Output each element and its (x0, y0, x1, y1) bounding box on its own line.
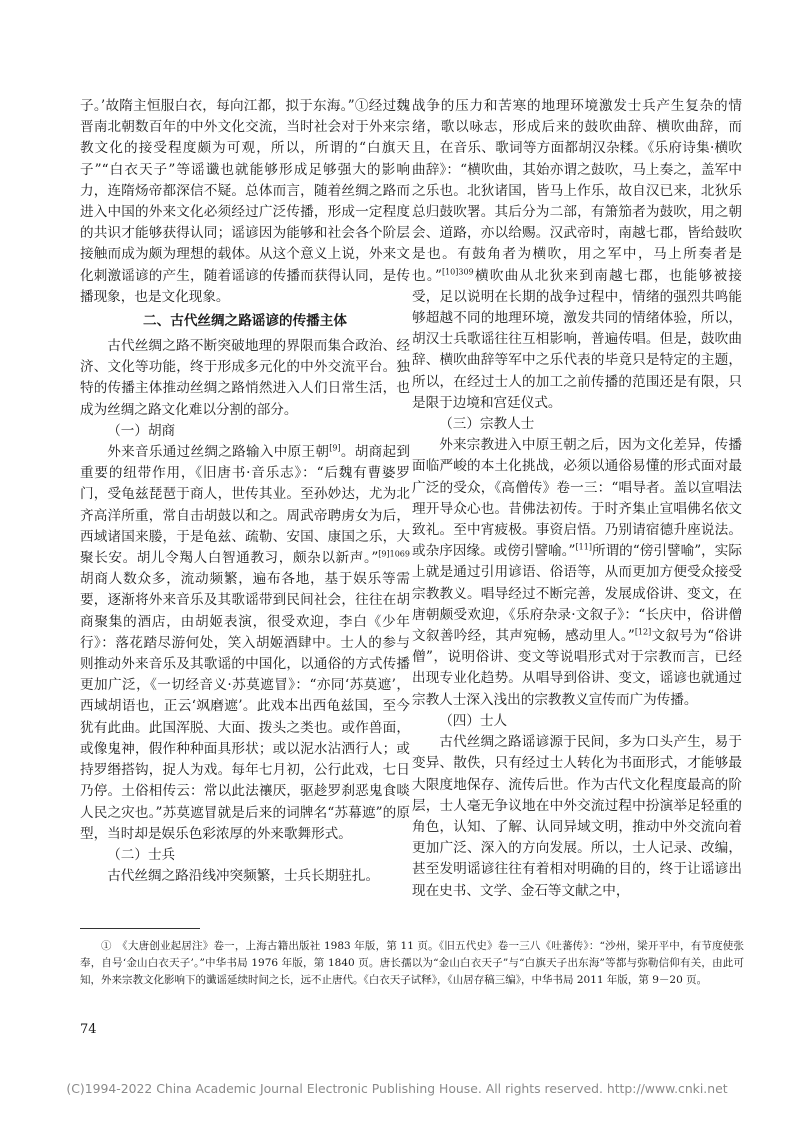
paragraph (80, 442, 410, 845)
citation-ref: [10]309 (441, 267, 474, 277)
paragraph: 古代丝绸之路谣谚源于民间，多为口头产生，易于变异、散佚，只有经过士人转化为书面形式，才能够最大限度地保存、流传后世。作为古代文化程度最高的阶层，士人毫无争议地在中外交流过程中扮演举足轻重的角色，认知、了解、认同异域文明，推动中外交流向着更加广泛、深入的方向发展。所以，士人记录、改编，甚至发明谣谚往往有着相对明确的目的，终于让谣谚出现在史书、文学、金石等文献之中， (412, 734, 742, 899)
left-column (80, 96, 410, 887)
text-run: 所谓的“傍引譬喻”，实际上就是通过引用谚语、俗语等，从而更加方便受众接受宗教教义。唱导经过不断完善，发展成俗讲、变文，在唐朝颇受欢迎，《乐府杂录·文叙子》：“长庆中，俗讲僧文叙善吟经，其声宛畅，感动里人。” (412, 543, 742, 645)
subsection-heading-hushang: （一）胡商 (107, 422, 176, 439)
text-run: 战争的压力和苦寒的地理环境激发士兵产生复杂的情绪，歌以咏志，形成后来的鼓吹曲辞、横吹曲辞，而且，在音乐、歌词等方面都胡汉杂糅。《乐府诗集·横吹曲辞》：“横吹曲，其始亦谓之鼓吹，马上奏之，盖军中之乐也。北狄诸国，皆马上作乐，故自汉已来，北狄乐总归鼓吹署。其后分为二部，有箫笳者为鼓吹，用之朝会、道路，亦以给赐。汉武帝时，南越七郡，皆给鼓吹是也。有鼓角者为横吹，用之军中，马上所奏者是也。” (412, 98, 742, 284)
text-run: 胡商人数众多，流动频繁，遍布各地，基于娱乐等需要，逐渐将外来音乐及其歌谣带到民间社会，往往在胡商聚集的酒店，由胡姬表演，很受欢迎，李白《少年行》：落花踏尽游何处，笑入胡姬酒肆中。士人的参与则推动外来音乐及其歌谣的中国化，以通俗的方式传播更加广泛，《一切经音义·苏莫遮冒》：“亦同‘苏莫遮’，西域胡语也，正云‘飒磨遮’。此戏本出西龟兹国，至今犹有此曲。此国浑脱、大面、拨头之类也。或作兽面，或像鬼神，假作种种面具形状；或以泥水沾洒行人；或持罗缗搭钩，捉人为戏。每年七月初，公行此戏，七日乃停。土俗相传云：常以此法禳厌，驱趁罗刹恶鬼食啖人民之灾也。”苏莫遮冒就是后来的词牌名“苏幕遮”的原型，当时却是娱乐色彩浓厚的外来歌舞形式。 (80, 571, 410, 842)
copyright-notice: (C)1994-2022 China Academic Journal Electronic Publishing House. All rights reserved. http://www.cnki.net (66, 1081, 728, 1096)
citation-ref: [12] (634, 627, 652, 637)
citation-ref: [11] (575, 542, 592, 552)
page-number: 74 (80, 1022, 97, 1037)
paragraph (412, 435, 742, 711)
paragraph: 古代丝绸之路不断突破地理的界限而集合政治、经济、文化等功能，终于形成多元化的中外交流平台。独特的传播主体推动丝绸之路悄然进入人们日常生活，也成为丝绸之路文化难以分割的部分。 (80, 338, 410, 418)
footnote-divider (80, 928, 200, 929)
subsection-heading-shibing: （二）士兵 (107, 846, 176, 863)
footnote: ① 《大唐创业起居注》卷一，上海古籍出版社 1983 年版，第 11 页。《旧五代史》卷一三八《吐蕃传》：“沙州，梁开平中，有节度使张奉，自号‘金山白衣天子’。”中华书局 1976 年版，第 1840 页。唐长孺以为“金山白衣天子”与“白旗天子出东海”等都与弥勒信仰有关，由此可知，外来宗教文化影响下的谶谣延续时间之长，远不止唐代。《白衣天子试释》，《山居存稿三编》，中华书局 2011 年版，第 9－20 页。 (80, 940, 744, 986)
citation-ref: [9]1069 (378, 549, 410, 559)
text-run: 横吹曲从北狄来到南越七郡，也能够被接受，足以说明在长期的战争过程中，情绪的强烈共鸣能够超越不同的地理环境，激发共同的情绪体验，所以，胡汉士兵歌谣往往互相影响，普遍传唱。但是，鼓吹曲辞、横吹曲辞等军中之乐代表的毕竟只是特定的主题，所以，在经过士人的加工之前传播的范围还是有限，只是限于边境和宫廷仪式。 (412, 267, 742, 411)
text-run: 外来音乐通过丝绸之路输入中原王朝 (107, 444, 330, 461)
citation-ref: [9] (329, 443, 341, 453)
subsection-heading-zongjiao: （三）宗教人士 (439, 416, 535, 433)
paragraph (412, 96, 742, 414)
paragraph: 古代丝绸之路沿线冲突频繁，士兵长期驻扎。 (107, 868, 380, 885)
section-title: 二、古代丝绸之路谣谚的传播主体 (143, 313, 347, 330)
paragraph: 子。’故隋主恒服白衣，每向江都，拟于东海。”①经过魏晋南北朝数百年的中外文化交流，当时社会对于外来宗教文化的接受程度颇为可观，所以，所谓的“白旗天子”“白衣天子”等谣谶也就能够形成足够强大的影响力，连隋炀帝都深信不疑。总体而言，随着丝绸之路而进入中国的外来文化必须经过广泛传播，形成一定程度的共识才能够获得认同；谣谚因为能够和社会各个阶层接触而成为颇为理想的载体。从这个意义上说，外来文化刺激谣谚的产生，随着谣谚的传播而获得认同，是传播现象，也是文化现象。 (80, 98, 410, 305)
text-run: 外来宗教进入中原王朝之后，因为文化差异，传播面临严峻的本土化挑战，必须以通俗易懂的形式面对最广泛的受众，《高僧传》卷一三：“唱导者。盖以宣唱法理开导众心也。昔佛法初传。于时齐集止宣唱佛名依文致礼。至中宵疲极。事资启悟。乃别请宿德升座说法。或杂序因缘。或傍引譬喻。” (412, 437, 742, 560)
right-column (412, 96, 742, 902)
subsection-heading-shiren: （四）士人 (439, 712, 508, 729)
text-run: 文叙号为“俗讲僧”，说明俗讲、变文等说唱形式对于宗教而言，已经出现专业化趋势。从唱导到俗讲、变文，谣谚也就通过宗教人士深入浅出的宗教教义宣传而广为传播。 (412, 628, 743, 708)
text-run: 。胡商起到重要的纽带作用，《旧唐书·音乐志》：“后魏有曹婆罗门，受龟兹琵琶于商人，世传其业。至孙妙达，尤为北齐高洋所重，常自击胡鼓以和之。周武帝聘虏女为后，西域诸国来媵，于是龟兹、疏勒、安国、康国之乐，大聚长安。胡儿令羯人白智通教习，颇杂以新声。” (80, 444, 411, 567)
